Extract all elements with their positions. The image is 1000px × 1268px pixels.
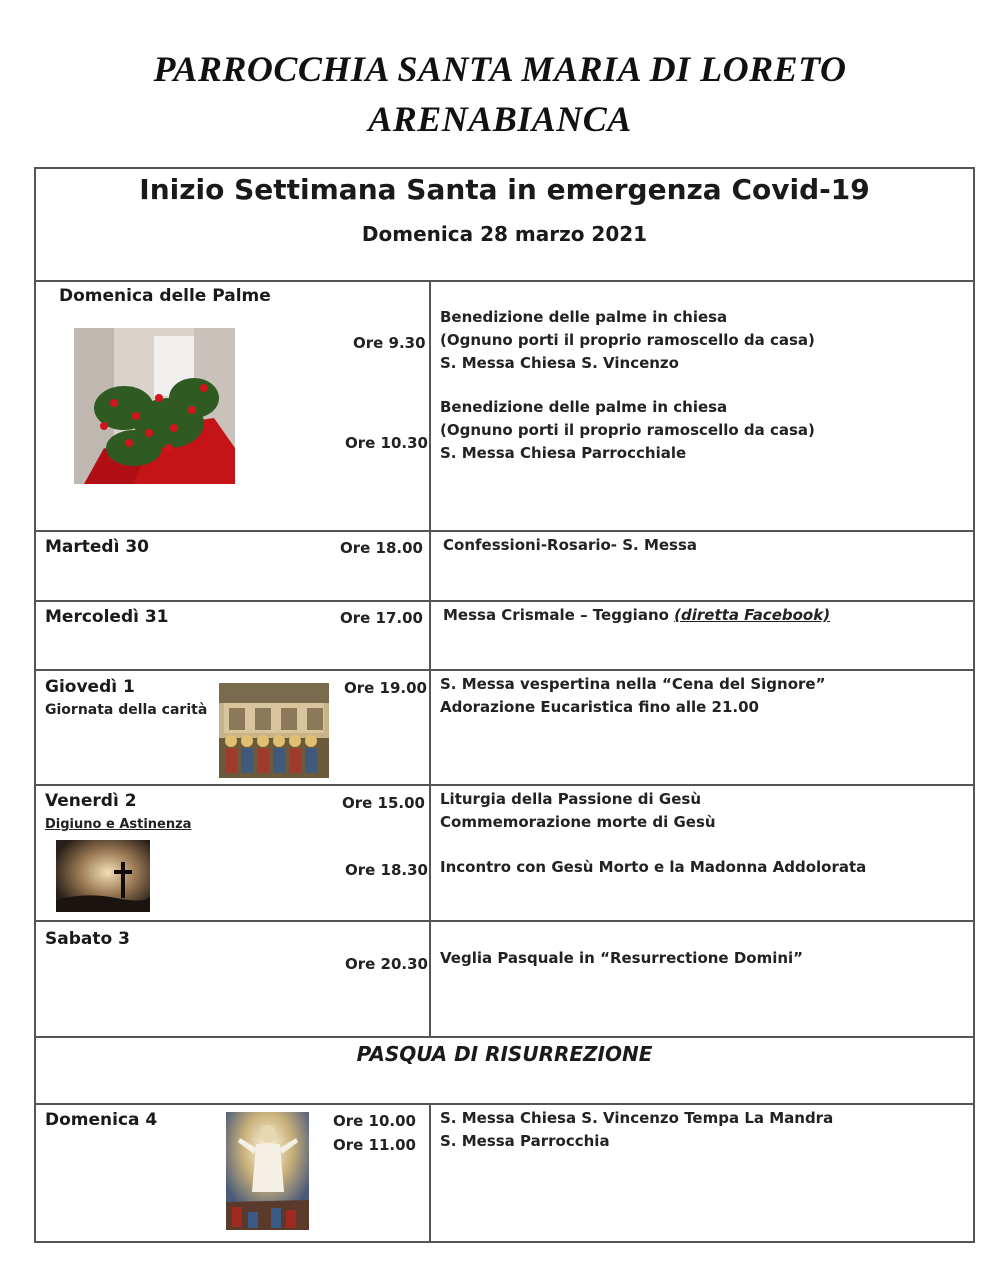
desc-palme-1b: (Ognuno porti il proprio ramoscello da casa): [440, 331, 815, 349]
row-divider: [35, 600, 974, 602]
note-giovedi: Giornata della carità: [45, 702, 208, 718]
desc-mercoledi: [443, 604, 830, 627]
row-divider: [35, 1036, 974, 1038]
desc-sabato: Veglia Pasquale in “Resurrectione Domini”: [440, 949, 804, 967]
easter-heading: PASQUA DI RISURREZIONE: [356, 1042, 653, 1066]
time-palme-2: Ore 10.30: [345, 434, 428, 452]
desc-palme-1a: Benedizione delle palme in chiesa: [440, 308, 728, 326]
table-date: Domenica 28 marzo 2021: [361, 222, 648, 246]
time-venerdi-2: Ore 18.30: [345, 861, 428, 879]
column-divider: [429, 1104, 431, 1242]
palm-flowers-image: [74, 328, 235, 484]
day-venerdi: Venerdì 2: [45, 791, 137, 811]
time-sabato: Ore 20.30: [345, 955, 428, 973]
desc-palme-2a: Benedizione delle palme in chiesa: [440, 398, 728, 416]
day-domenica4: Domenica 4: [45, 1110, 158, 1130]
last-supper-image: [219, 683, 329, 778]
desc-venerdi-2: Commemorazione morte di Gesù: [440, 813, 716, 831]
parish-location: ARENABIANCA: [368, 99, 632, 139]
parish-name: PARROCCHIA SANTA MARIA DI LORETO: [153, 49, 847, 89]
desc-palme-2c: S. Messa Chiesa Parrocchiale: [440, 444, 687, 462]
desc-venerdi-3: Incontro con Gesù Morto e la Madonna Addolorata: [440, 858, 867, 876]
time-domenica4-1: Ore 10.00: [333, 1112, 416, 1130]
desc-giovedi-1: S. Messa vespertina nella “Cena del Signore”: [440, 675, 826, 693]
desc-venerdi-1: Liturgia della Passione di Gesù: [440, 790, 701, 808]
row-divider: [35, 530, 974, 532]
day-sabato: Sabato 3: [45, 929, 130, 949]
column-divider: [429, 281, 431, 1037]
day-martedi: Martedì 30: [45, 537, 150, 557]
day-palme: Domenica delle Palme: [59, 286, 271, 306]
time-martedi: Ore 18.00: [340, 539, 423, 557]
row-divider: [35, 920, 974, 922]
day-mercoledi: Mercoledì 31: [45, 607, 169, 627]
row-divider: [35, 1103, 974, 1105]
time-venerdi-1: Ore 15.00: [342, 794, 425, 812]
row-divider: [35, 280, 974, 282]
row-divider: [35, 669, 974, 671]
facebook-live-note: (diretta Facebook): [674, 606, 831, 624]
time-domenica4-2: Ore 11.00: [333, 1136, 416, 1154]
time-palme-1: Ore 9.30: [353, 334, 426, 352]
time-mercoledi: Ore 17.00: [340, 609, 423, 627]
desc-mercoledi-text: Messa Crismale – Teggiano: [443, 606, 669, 624]
desc-domenica4-1: S. Messa Chiesa S. Vincenzo Tempa La Mandra: [440, 1109, 834, 1127]
note-venerdi: Digiuno e Astinenza: [45, 817, 192, 832]
crucifix-image: [56, 840, 150, 912]
day-giovedi: Giovedì 1: [45, 677, 135, 697]
resurrection-image: [226, 1112, 309, 1230]
desc-domenica4-2: S. Messa Parrocchia: [440, 1132, 610, 1150]
desc-palme-1c: S. Messa Chiesa S. Vincenzo: [440, 354, 679, 372]
desc-martedi: Confessioni-Rosario- S. Messa: [443, 536, 698, 554]
table-title: Inizio Settimana Santa in emergenza Covid-19: [139, 173, 870, 206]
desc-palme-2b: (Ognuno porti il proprio ramoscello da casa): [440, 421, 815, 439]
row-divider: [35, 784, 974, 786]
time-giovedi: Ore 19.00: [344, 679, 427, 697]
desc-giovedi-2: Adorazione Eucaristica fino alle 21.00: [440, 698, 759, 716]
